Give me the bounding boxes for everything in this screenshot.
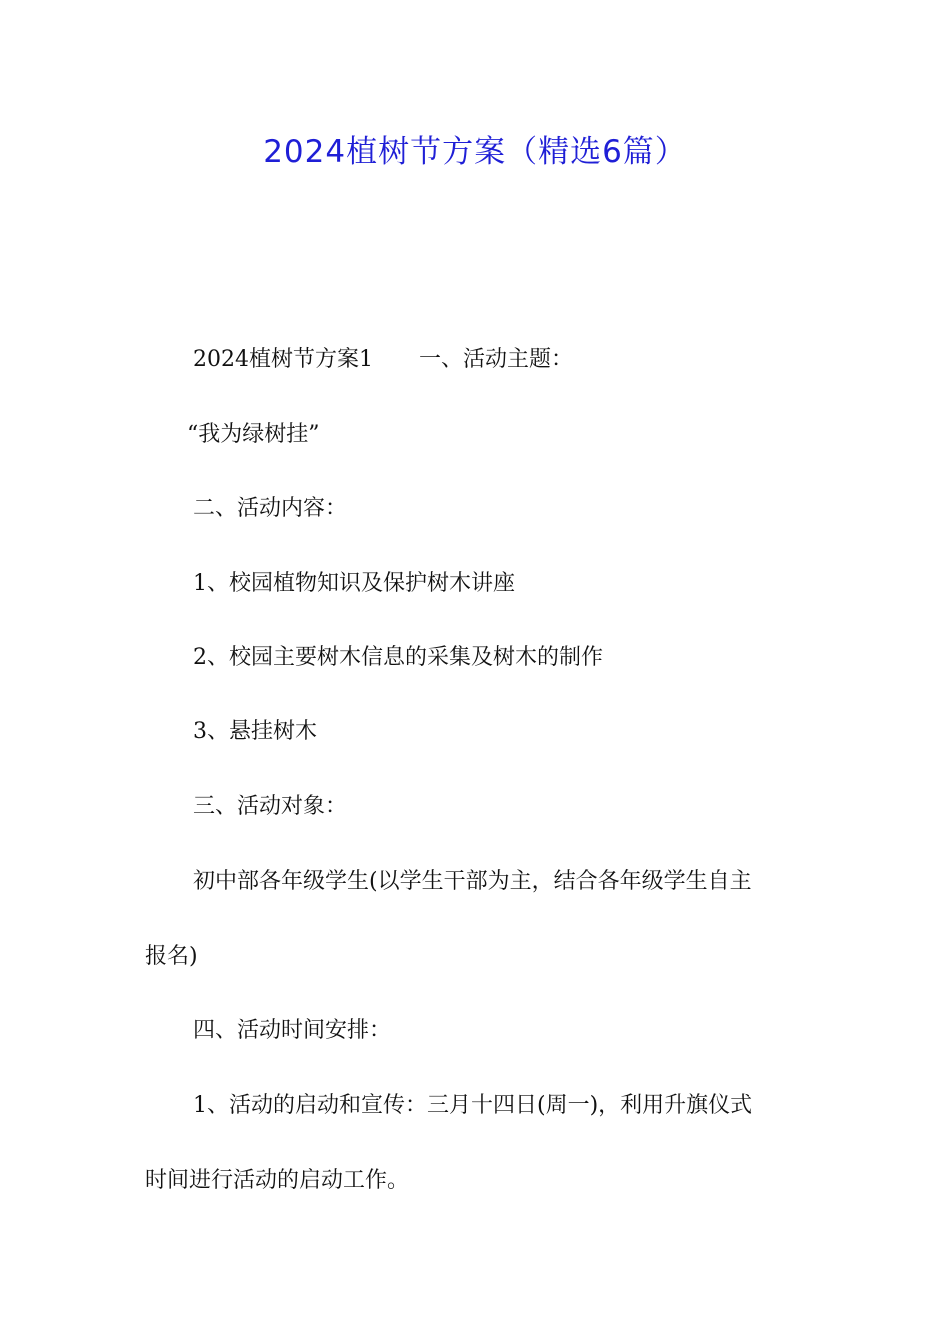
section-heading: 2024植树节方案1 [193, 347, 373, 372]
paragraph-line: 1、活动的启动和宣传：三月十四日(周一)，利用升旗仪式 [193, 1093, 753, 1118]
paragraph-line: “我为绿树挂” [187, 422, 320, 447]
paragraph-line: 2、校园主要树木信息的采集及树木的制作 [193, 645, 603, 670]
paragraph-line: 初中部各年级学生(以学生干部为主，结合各年级学生自主 [193, 869, 752, 894]
paragraph-line: 时间进行活动的启动工作。 [145, 1168, 410, 1193]
paragraph-line: 1、校园植物知识及保护树木讲座 [193, 571, 515, 596]
paragraph-line: 三、活动对象： [193, 794, 348, 819]
paragraph-line: 报名) [145, 944, 198, 969]
document-title: 2024植树节方案（精选6篇） [263, 134, 687, 170]
section-first-line [193, 345, 573, 375]
paragraph-line: 一、活动主题： [419, 347, 574, 372]
paragraph-line: 二、活动内容： [193, 496, 348, 521]
paragraph-line: 四、活动时间安排： [193, 1018, 392, 1043]
paragraph-line: 3、悬挂树木 [193, 719, 317, 744]
